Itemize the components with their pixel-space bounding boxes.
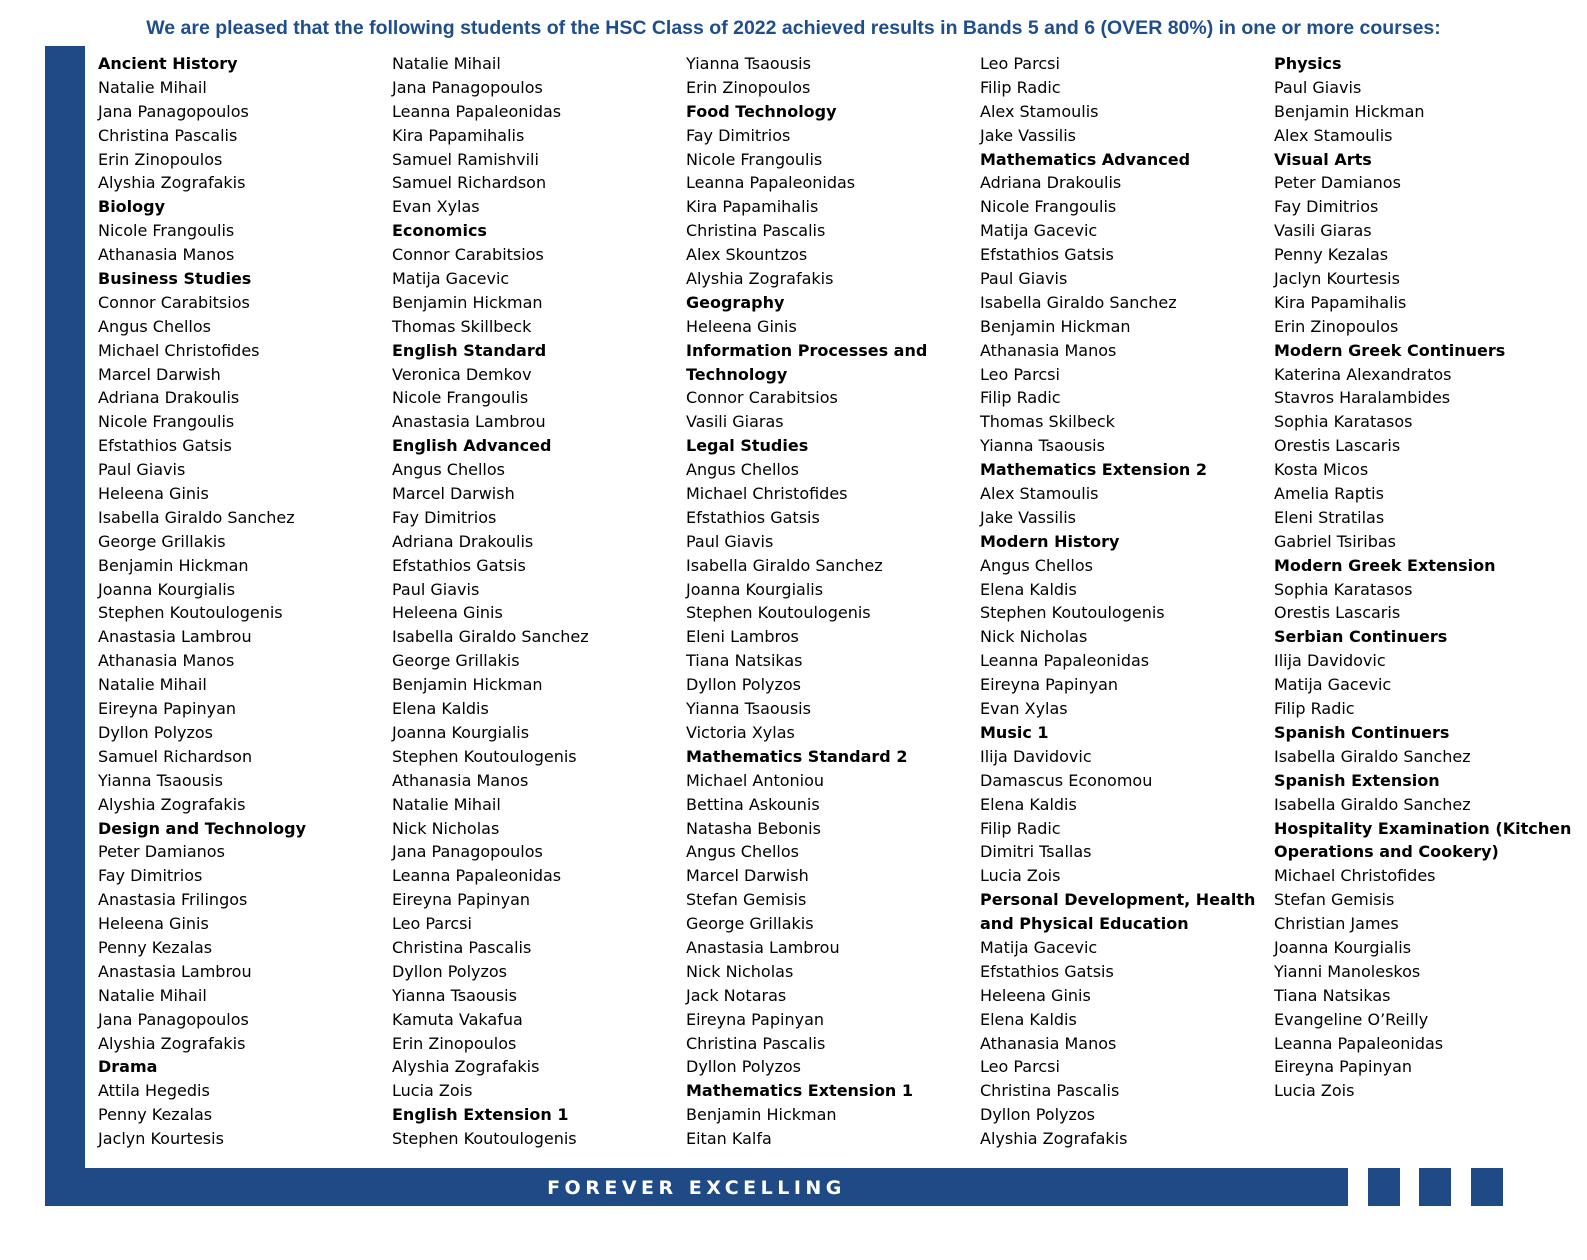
course-heading: and Physical Education: [980, 914, 1189, 934]
course-heading: Business Studies: [98, 269, 252, 289]
student-name: Athanasia Manos: [392, 770, 529, 790]
course-heading: Drama: [98, 1057, 158, 1077]
student-name: Penny Kezalas: [98, 937, 213, 957]
student-name: Nick Nicholas: [392, 818, 500, 838]
student-name: Erin Zinopoulos: [392, 1033, 517, 1053]
student-name: Christina Pascalis: [98, 125, 238, 145]
student-name: Kira Papamihalis: [1274, 292, 1407, 312]
course-heading: Modern Greek Extension: [1274, 555, 1496, 575]
student-name: Penny Kezalas: [1274, 245, 1389, 265]
student-name: Eireyna Papinyan: [1274, 1057, 1413, 1077]
student-name: Dyllon Polyzos: [686, 675, 801, 695]
student-name: Jake Vassilis: [980, 507, 1076, 527]
student-name: Athanasia Manos: [98, 651, 235, 671]
student-name: Jaclyn Kourtesis: [1274, 269, 1400, 289]
student-name: Filip Radic: [1274, 699, 1355, 719]
course-heading: Ancient History: [98, 54, 238, 73]
student-name: Samuel Richardson: [392, 173, 547, 193]
student-name: Stephen Koutoulogenis: [686, 603, 871, 623]
student-name: Leo Parcsi: [980, 364, 1060, 384]
course-heading: Hospitality Examination (Kitchen: [1274, 818, 1572, 838]
student-name: Leo Parcsi: [980, 1057, 1060, 1077]
student-name: Natalie Mihail: [98, 77, 207, 97]
student-name: Kamuta Vakafua: [392, 1009, 523, 1029]
student-name: Amelia Raptis: [1274, 484, 1384, 504]
student-name: Angus Chellos: [980, 555, 1093, 575]
student-name: Alex Stamoulis: [1274, 125, 1393, 145]
student-name: Stefan Gemisis: [1274, 890, 1395, 910]
course-heading: Mathematics Extension 1: [686, 1081, 914, 1101]
course-heading: Biology: [98, 197, 166, 217]
student-name: Heleena Ginis: [98, 484, 209, 504]
student-name: Benjamin Hickman: [392, 292, 543, 312]
column-3: [686, 52, 976, 1151]
student-name: Kira Papamihalis: [686, 197, 819, 217]
student-name: Lucia Zois: [980, 866, 1061, 886]
student-name: Adriana Drakoulis: [392, 531, 534, 551]
student-name: Yianni Manoleskos: [1274, 961, 1421, 981]
student-name: Evan Xylas: [980, 699, 1068, 719]
footer-square-2: [1419, 1168, 1451, 1206]
student-name: Christina Pascalis: [686, 221, 826, 241]
student-name: Jana Panagopoulos: [392, 842, 543, 862]
student-name: Isabella Giraldo Sanchez: [1274, 746, 1471, 766]
student-name: Joanna Kourgialis: [392, 722, 530, 742]
student-name: Alyshia Zografakis: [98, 1033, 246, 1053]
student-name: Eleni Stratilas: [1274, 507, 1385, 527]
student-name: Christina Pascalis: [980, 1081, 1120, 1101]
student-name: Thomas Skillbeck: [392, 316, 532, 336]
student-name: Christian James: [1274, 914, 1399, 934]
student-name: Heleena Ginis: [98, 914, 209, 934]
course-heading: Modern Greek Continuers: [1274, 340, 1506, 360]
student-name: Leanna Papaleonidas: [980, 651, 1150, 671]
student-name: Erin Zinopoulos: [686, 77, 811, 97]
student-name: Connor Carabitsios: [392, 245, 544, 265]
student-name: Orestis Lascaris: [1274, 603, 1401, 623]
student-name: Stephen Koutoulogenis: [98, 603, 283, 623]
student-name: Evangeline O’Reilly: [1274, 1009, 1429, 1029]
student-name: Efstathios Gatsis: [392, 555, 526, 575]
student-name: Athanasia Manos: [980, 340, 1117, 360]
student-name: Erin Zinopoulos: [98, 149, 223, 169]
student-name: Adriana Drakoulis: [980, 173, 1122, 193]
student-name: Peter Damianos: [98, 842, 225, 862]
student-name: Nicole Frangoulis: [392, 388, 529, 408]
student-name: Victoria Xylas: [686, 722, 795, 742]
page-headline: We are pleased that the following students of the HSC Class of 2022 achieved results in Bands 5 and 6 (OVER 80%) in one or more courses:: [146, 17, 1441, 39]
student-name: Tiana Natsikas: [1274, 985, 1391, 1005]
student-name: Angus Chellos: [98, 316, 211, 336]
course-heading: Geography: [686, 292, 785, 312]
student-name: Natalie Mihail: [98, 985, 207, 1005]
student-name: Heleena Ginis: [980, 985, 1091, 1005]
left-accent-bar: [45, 46, 85, 1206]
student-name: Adriana Drakoulis: [98, 388, 240, 408]
column-5: [1274, 52, 1572, 1103]
student-name: Eireyna Papinyan: [980, 675, 1119, 695]
course-heading: Economics: [392, 221, 487, 241]
student-name: Ilija Davidovic: [980, 746, 1092, 766]
student-name: Anastasia Lambrou: [686, 937, 840, 957]
course-heading: Mathematics Extension 2: [980, 460, 1208, 480]
student-name: Leanna Papaleonidas: [392, 101, 562, 121]
student-name: Benjamin Hickman: [980, 316, 1131, 336]
course-heading: Personal Development, Health: [980, 890, 1256, 910]
student-name: Natalie Mihail: [98, 675, 207, 695]
student-name: Dyllon Polyzos: [980, 1105, 1095, 1125]
course-heading: Spanish Continuers: [1274, 722, 1450, 742]
student-name: Anastasia Lambrou: [98, 961, 252, 981]
footer-square-1: [1368, 1168, 1400, 1206]
student-name: George Grillakis: [686, 914, 814, 934]
student-name: Jack Notaras: [686, 985, 787, 1005]
course-heading: Legal Studies: [686, 436, 809, 456]
footer-slogan: FOREVER EXCELLING: [547, 1177, 846, 1199]
column-4: [980, 52, 1270, 1151]
student-name: Heleena Ginis: [686, 316, 797, 336]
student-name: Kira Papamihalis: [392, 125, 525, 145]
student-name: Christina Pascalis: [686, 1033, 826, 1053]
student-name: Paul Giavis: [392, 579, 480, 599]
student-name: Michael Christofides: [98, 340, 260, 360]
student-name: Paul Giavis: [686, 531, 774, 551]
student-name: Angus Chellos: [686, 460, 799, 480]
course-heading: Design and Technology: [98, 818, 307, 838]
student-name: Fay Dimitrios: [392, 507, 497, 527]
student-name: George Grillakis: [392, 651, 520, 671]
course-heading: Serbian Continuers: [1274, 627, 1448, 647]
student-name: Attila Hegedis: [98, 1081, 210, 1101]
student-name: Bettina Askounis: [686, 794, 820, 814]
student-name: Eireyna Papinyan: [392, 890, 531, 910]
student-name: Angus Chellos: [686, 842, 799, 862]
student-name: Alyshia Zografakis: [98, 794, 246, 814]
student-name: Yianna Tsaousis: [686, 699, 811, 719]
student-name: Marcel Darwish: [392, 484, 515, 504]
course-heading: Operations and Cookery): [1274, 842, 1499, 862]
student-name: Elena Kaldis: [392, 699, 489, 719]
student-name: Leo Parcsi: [392, 914, 472, 934]
course-heading: English Extension 1: [392, 1105, 569, 1125]
student-name: Stephen Koutoulogenis: [980, 603, 1165, 623]
student-name: Samuel Richardson: [98, 746, 253, 766]
student-name: Alex Stamoulis: [980, 484, 1099, 504]
student-name: Dyllon Polyzos: [686, 1057, 801, 1077]
student-name: Heleena Ginis: [392, 603, 503, 623]
student-name: Sophia Karatasos: [1274, 412, 1413, 432]
student-name: Jana Panagopoulos: [98, 1009, 249, 1029]
student-name: Paul Giavis: [1274, 77, 1362, 97]
student-name: Dyllon Polyzos: [392, 961, 507, 981]
student-name: Eireyna Papinyan: [98, 699, 237, 719]
student-name: Anastasia Lambrou: [98, 627, 252, 647]
student-name: Matija Gacevic: [392, 269, 510, 289]
course-heading: Mathematics Advanced: [980, 149, 1191, 169]
course-heading: Modern History: [980, 531, 1120, 551]
student-name: Anastasia Lambrou: [392, 412, 546, 432]
student-name: Erin Zinopoulos: [1274, 316, 1399, 336]
student-name: Orestis Lascaris: [1274, 436, 1401, 456]
student-name: Nicole Frangoulis: [98, 412, 235, 432]
student-name: Jake Vassilis: [980, 125, 1076, 145]
student-name: Efstathios Gatsis: [686, 507, 820, 527]
student-name: Joanna Kourgialis: [686, 579, 824, 599]
student-name: Eireyna Papinyan: [686, 1009, 825, 1029]
student-name: Alyshia Zografakis: [392, 1057, 540, 1077]
student-name: Athanasia Manos: [980, 1033, 1117, 1053]
student-name: Paul Giavis: [980, 269, 1068, 289]
student-name: Fay Dimitrios: [686, 125, 791, 145]
student-name: Yianna Tsaousis: [980, 436, 1105, 456]
student-name: Christina Pascalis: [392, 937, 532, 957]
student-name: Fay Dimitrios: [98, 866, 203, 886]
column-2: [392, 52, 682, 1151]
student-name: Tiana Natsikas: [686, 651, 803, 671]
student-name: Penny Kezalas: [98, 1105, 213, 1125]
student-name: Leo Parcsi: [980, 54, 1060, 73]
course-heading: Mathematics Standard 2: [686, 746, 908, 766]
student-name: Sophia Karatasos: [1274, 579, 1413, 599]
student-name: Alyshia Zografakis: [686, 269, 834, 289]
student-name: Joanna Kourgialis: [1274, 937, 1412, 957]
course-heading: Visual Arts: [1274, 149, 1372, 169]
student-name: Benjamin Hickman: [1274, 101, 1425, 121]
course-heading: Music 1: [980, 722, 1049, 742]
student-name: Alyshia Zografakis: [980, 1129, 1128, 1149]
student-name: Elena Kaldis: [980, 1009, 1077, 1029]
student-name: Eitan Kalfa: [686, 1129, 772, 1149]
student-name: Efstathios Gatsis: [98, 436, 232, 456]
student-name: Samuel Ramishvili: [392, 149, 539, 169]
student-name: Marcel Darwish: [686, 866, 809, 886]
student-name: Fay Dimitrios: [1274, 197, 1379, 217]
student-name: Jana Panagopoulos: [98, 101, 249, 121]
student-name: Connor Carabitsios: [686, 388, 838, 408]
student-name: Elena Kaldis: [980, 794, 1077, 814]
course-heading: Food Technology: [686, 101, 837, 121]
student-name: Leanna Papaleonidas: [1274, 1033, 1444, 1053]
student-name: Eleni Lambros: [686, 627, 799, 647]
student-name: Katerina Alexandratos: [1274, 364, 1452, 384]
student-name: Michael Christofides: [1274, 866, 1436, 886]
student-name: Thomas Skilbeck: [980, 412, 1115, 432]
student-name: Alex Stamoulis: [980, 101, 1099, 121]
student-name: Benjamin Hickman: [392, 675, 543, 695]
course-heading: Physics: [1274, 54, 1342, 73]
student-name: Filip Radic: [980, 388, 1061, 408]
student-name: Damascus Economou: [980, 770, 1153, 790]
student-name: Leanna Papaleonidas: [686, 173, 856, 193]
student-name: Vasili Giaras: [686, 412, 784, 432]
student-name: Filip Radic: [980, 818, 1061, 838]
student-name: George Grillakis: [98, 531, 226, 551]
student-name: Jana Panagopoulos: [392, 77, 543, 97]
student-name: Stavros Haralambides: [1274, 388, 1451, 408]
student-name: Dimitri Tsallas: [980, 842, 1092, 862]
column-1: [98, 52, 388, 1151]
student-name: Connor Carabitsios: [98, 292, 250, 312]
student-name: Nicole Frangoulis: [980, 197, 1117, 217]
course-heading: English Advanced: [392, 436, 552, 456]
course-heading: English Standard: [392, 340, 547, 360]
student-name: Alyshia Zografakis: [98, 173, 246, 193]
footer-square-3: [1471, 1168, 1503, 1206]
student-name: Matija Gacevic: [980, 937, 1098, 957]
student-name: Michael Christofides: [686, 484, 848, 504]
student-name: Yianna Tsaousis: [686, 54, 811, 73]
student-name: Isabella Giraldo Sanchez: [392, 627, 589, 647]
student-name: Nicole Frangoulis: [98, 221, 235, 241]
student-name: Isabella Giraldo Sanchez: [686, 555, 883, 575]
student-name: Efstathios Gatsis: [980, 961, 1114, 981]
student-name: Stephen Koutoulogenis: [392, 1129, 577, 1149]
student-name: Leanna Papaleonidas: [392, 866, 562, 886]
student-name: Paul Giavis: [98, 460, 186, 480]
course-heading: Technology: [686, 364, 788, 384]
student-name: Filip Radic: [980, 77, 1061, 97]
student-name: Nick Nicholas: [980, 627, 1088, 647]
student-name: Isabella Giraldo Sanchez: [98, 507, 295, 527]
student-name: Matija Gacevic: [980, 221, 1098, 241]
student-name: Efstathios Gatsis: [980, 245, 1114, 265]
student-name: Veronica Demkov: [392, 364, 532, 384]
student-name: Michael Antoniou: [686, 770, 825, 790]
student-name: Natalie Mihail: [392, 54, 501, 73]
student-name: Joanna Kourgialis: [98, 579, 236, 599]
student-name: Dyllon Polyzos: [98, 722, 213, 742]
student-name: Vasili Giaras: [1274, 221, 1372, 241]
student-name: Stephen Koutoulogenis: [392, 746, 577, 766]
student-name: Yianna Tsaousis: [98, 770, 223, 790]
student-name: Matija Gacevic: [1274, 675, 1392, 695]
student-name: Peter Damianos: [1274, 173, 1401, 193]
student-name: Ilija Davidovic: [1274, 651, 1386, 671]
student-name: Jaclyn Kourtesis: [98, 1129, 224, 1149]
student-name: Benjamin Hickman: [98, 555, 249, 575]
student-name: Benjamin Hickman: [686, 1105, 837, 1125]
student-name: Natasha Bebonis: [686, 818, 821, 838]
student-name: Lucia Zois: [1274, 1081, 1355, 1101]
student-name: Gabriel Tsiribas: [1274, 531, 1396, 551]
student-name: Evan Xylas: [392, 197, 480, 217]
student-name: Angus Chellos: [392, 460, 505, 480]
course-heading: Spanish Extension: [1274, 770, 1440, 790]
student-name: Nick Nicholas: [686, 961, 794, 981]
student-name: Athanasia Manos: [98, 245, 235, 265]
student-name: Kosta Micos: [1274, 460, 1369, 480]
student-name: Isabella Giraldo Sanchez: [1274, 794, 1471, 814]
student-name: Lucia Zois: [392, 1081, 473, 1101]
student-name: Isabella Giraldo Sanchez: [980, 292, 1177, 312]
student-name: Alex Skountzos: [686, 245, 808, 265]
student-name: Yianna Tsaousis: [392, 985, 517, 1005]
student-name: Nicole Frangoulis: [686, 149, 823, 169]
course-heading: Information Processes and: [686, 340, 928, 360]
student-name: Stefan Gemisis: [686, 890, 807, 910]
student-name: Natalie Mihail: [392, 794, 501, 814]
student-name: Elena Kaldis: [980, 579, 1077, 599]
student-name: Anastasia Frilingos: [98, 890, 248, 910]
student-name: Marcel Darwish: [98, 364, 221, 384]
